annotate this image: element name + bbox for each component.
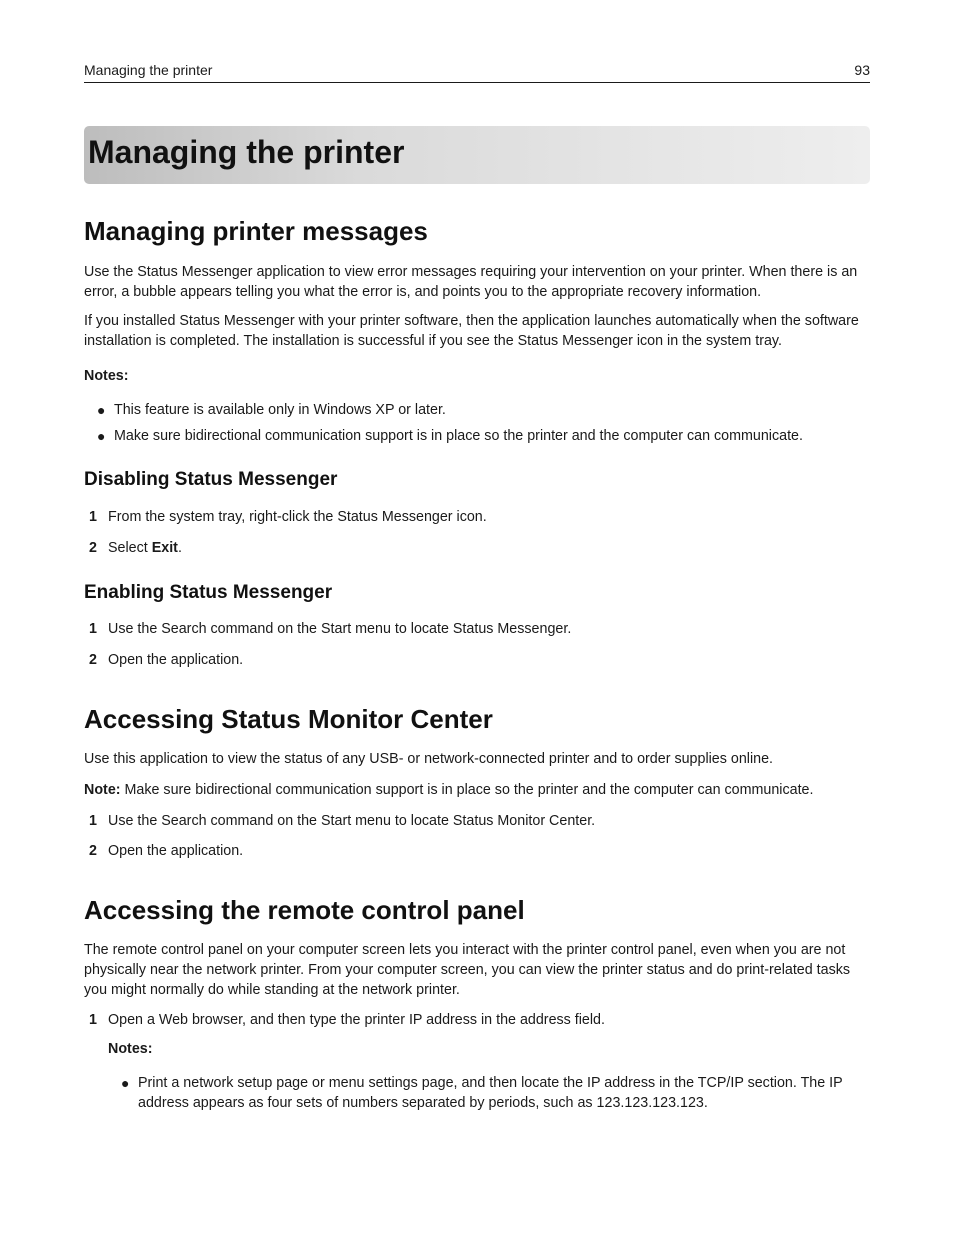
step-number: 2 <box>89 652 97 668</box>
step-number: 1 <box>89 509 97 525</box>
paragraph: Use this application to view the status of any USB- or network-connected printer and to order supplies online. <box>84 751 774 767</box>
list-item-text: This feature is available only in Windows XP or later. <box>114 402 446 418</box>
step-text: Open the application. <box>108 652 244 668</box>
step-text: From the system tray, right-click the Status Messenger icon. <box>108 509 487 525</box>
chapter-title: Managing the printer <box>88 134 405 170</box>
bullet-icon: ● <box>97 428 106 444</box>
step-number: 2 <box>89 540 97 556</box>
subsection-heading-disabling: Disabling Status Messenger <box>84 469 338 490</box>
step-number: 1 <box>89 1012 97 1028</box>
step-text: Select Exit. <box>108 540 182 556</box>
section-heading-monitor: Accessing Status Monitor Center <box>84 704 493 734</box>
list-item-text: Print a network setup page or menu settings page, and then locate the IP address in the TCP/IP section. The IP address appears as four sets of numbers separated by periods, such as 123.123.123.123. <box>138 1075 843 1111</box>
note-label: Note: <box>84 782 121 798</box>
notes-label: Notes: <box>108 1041 153 1057</box>
section-heading-remote: Accessing the remote control panel <box>84 895 525 925</box>
subsection-heading-enabling: Enabling Status Messenger <box>84 582 333 603</box>
section-heading-messages: Managing printer messages <box>84 216 428 246</box>
chapter-banner <box>84 126 870 184</box>
step-text: Use the Search command on the Start menu to locate Status Monitor Center. <box>108 813 596 829</box>
note-paragraph: Note: Make sure bidirectional communication support is in place so the printer and the computer can communicate. <box>84 782 814 798</box>
step-text: Open a Web browser, and then type the printer IP address in the address field. <box>108 1012 605 1028</box>
list-item-text: Make sure bidirectional communication support is in place so the printer and the computer can communicate. <box>114 428 803 444</box>
notes-label: Notes: <box>84 368 129 384</box>
step-text: Open the application. <box>108 843 244 859</box>
step-number: 2 <box>89 843 97 859</box>
paragraph: Use the Status Messenger application to view error messages requiring your intervention on your printer. When there is an error, a bubble appears telling you what the error is, and points you to the appropriate recovery information. <box>84 264 858 300</box>
header-title: Managing the printer <box>84 62 213 78</box>
list-item <box>97 400 870 420</box>
bullet-icon: ● <box>97 402 106 418</box>
paragraph: If you installed Status Messenger with your printer software, then the application launches automatically when the software installation is completed. The installation is successful if you see the Status Messenger icon in the system tray. <box>84 313 859 349</box>
step-number: 1 <box>89 813 97 829</box>
running-header <box>84 60 870 83</box>
menu-option-exit: Exit <box>151 540 178 556</box>
step-number: 1 <box>89 621 97 637</box>
page-number: 93 <box>854 62 870 78</box>
step-text: Use the Search command on the Start menu to locate Status Messenger. <box>108 621 572 637</box>
list-item <box>97 426 870 446</box>
paragraph: The remote control panel on your computer screen lets you interact with the printer control panel, even when you are not physically near the network printer. From your computer screen, you can view the printer status and do print-related tasks you might normally do while standing at the network printer. <box>84 942 851 998</box>
list-item <box>121 1073 870 1113</box>
bullet-icon: ● <box>121 1075 130 1091</box>
